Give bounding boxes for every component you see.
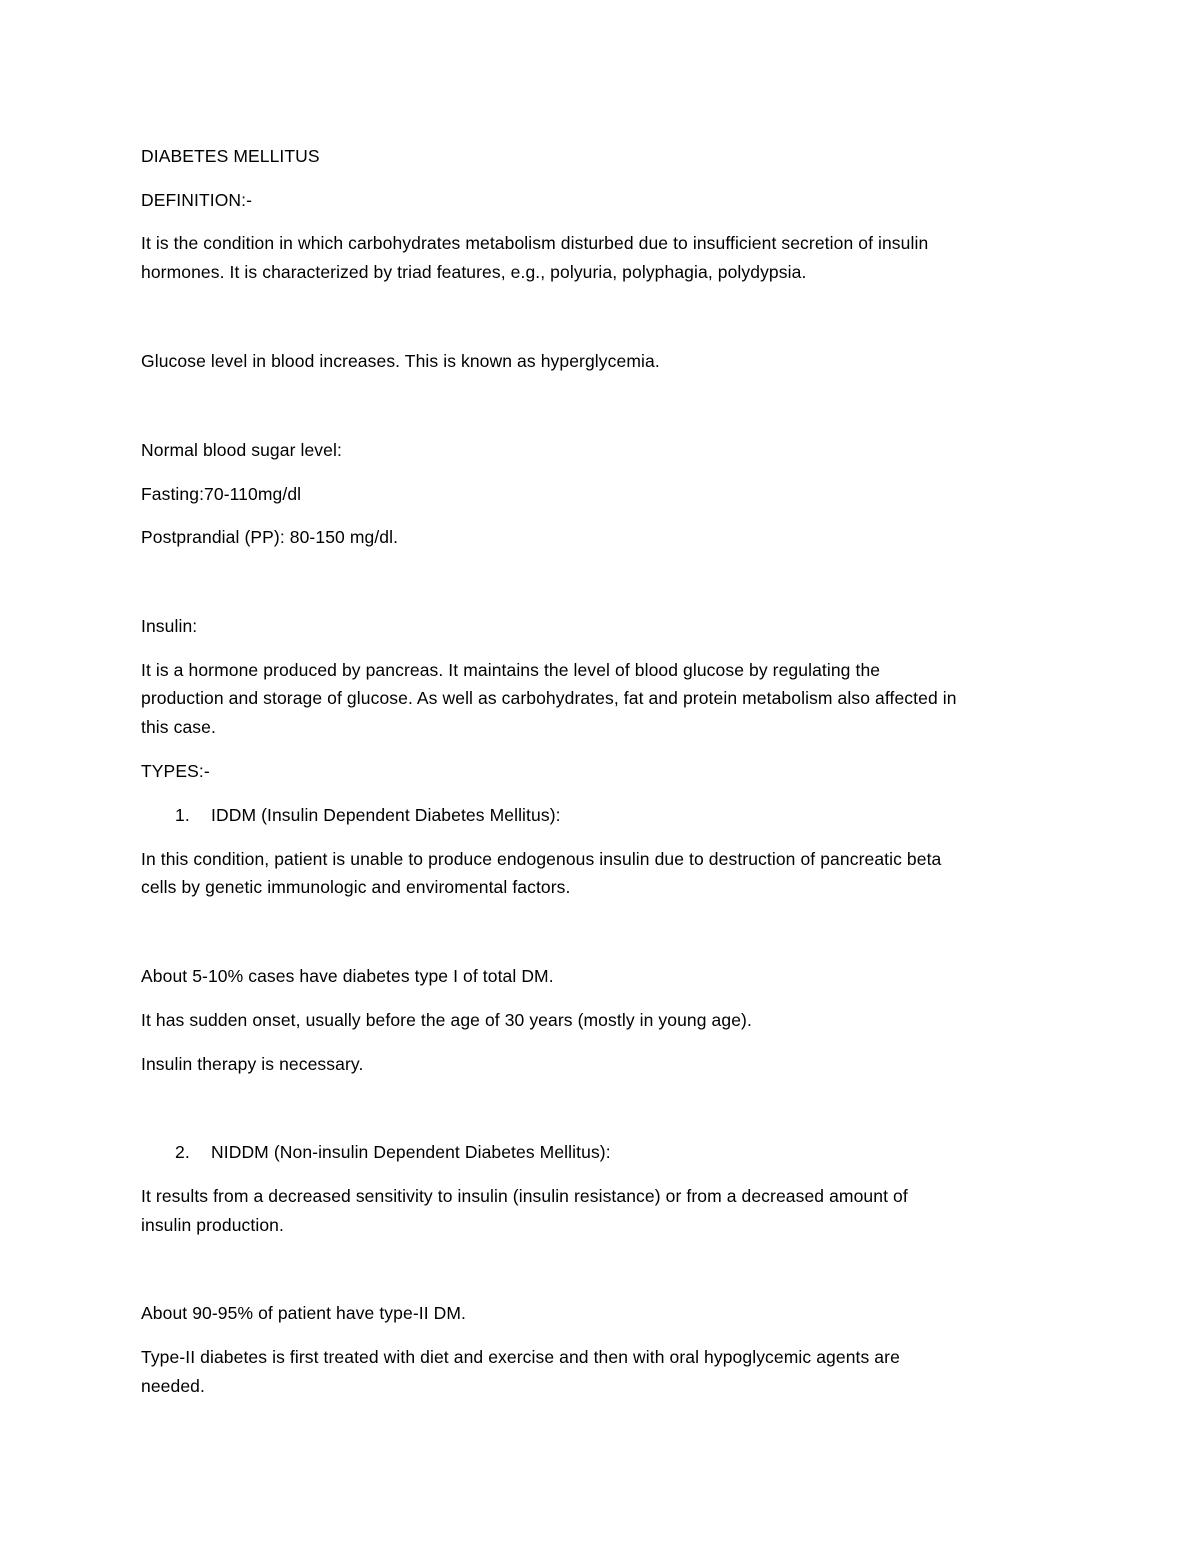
type2-desc-line: It results from a decreased sensitivity to insulin (insulin resistance) or from a decreased amount of [141,1186,908,1206]
type1-therapy: Insulin therapy is necessary. [141,1054,364,1074]
type2-treatment-line: Type-II diabetes is first treated with diet and exercise and then with oral hypoglycemic agents are [141,1347,900,1367]
fasting-value: Fasting:70-110mg/dl [141,484,302,504]
types-heading: TYPES:- [141,761,210,781]
insulin-line: production and storage of glucose. As well as carbohydrates, fat and protein metabolism also affected in [141,688,957,708]
list-number: 2. [175,1142,190,1162]
hyperglycemia-text: Glucose level in blood increases. This is known as hyperglycemia. [141,351,660,371]
type1-desc-line: cells by genetic immunologic and enviromental factors. [141,877,571,897]
list-label: NIDDM (Non-insulin Dependent Diabetes Mellitus): [211,1142,611,1162]
type2-prevalence: About 90-95% of patient have type-II DM. [141,1303,467,1323]
type1-desc-line: In this condition, patient is unable to produce endogenous insulin due to destruction of pancreatic beta [141,849,942,869]
type1-onset: It has sudden onset, usually before the age of 30 years (mostly in young age). [141,1010,752,1030]
insulin-line: It is a hormone produced by pancreas. It maintains the level of blood glucose by regulating the [141,660,881,680]
definition-heading: DEFINITION:- [141,190,253,210]
postprandial-value: Postprandial (PP): 80-150 mg/dl. [141,527,399,547]
normal-level-heading: Normal blood sugar level: [141,440,342,460]
type2-treatment-line: needed. [141,1376,205,1396]
document-title: DIABETES MELLITUS [141,146,320,166]
type2-desc-line: insulin production. [141,1215,284,1235]
insulin-heading: Insulin: [141,616,198,636]
definition-line: hormones. It is characterized by triad features, e.g., polyuria, polyphagia, polydypsia. [141,262,807,282]
list-number: 1. [175,805,190,825]
list-label: IDDM (Insulin Dependent Diabetes Mellitus): [211,805,561,825]
definition-line: It is the condition in which carbohydrates metabolism disturbed due to insufficient secretion of insulin [141,233,929,253]
type1-prevalence: About 5-10% cases have diabetes type I of total DM. [141,966,554,986]
insulin-line: this case. [141,717,216,737]
